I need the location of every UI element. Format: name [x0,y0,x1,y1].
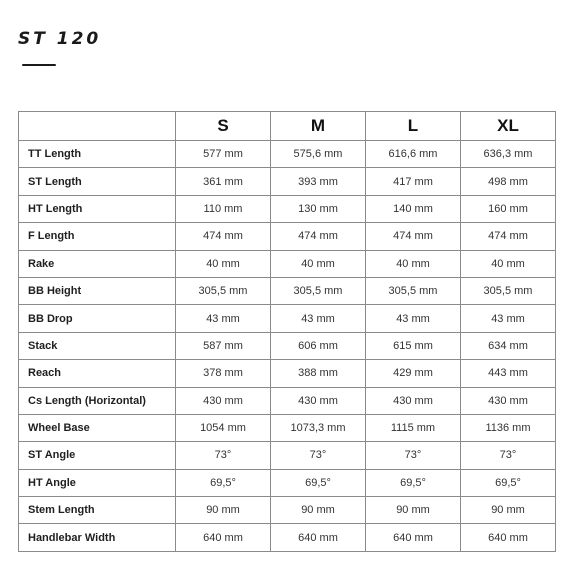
cell-size-l: 40 mm [366,250,461,277]
row-label: HT Length [19,195,176,222]
row-label: Cs Length (Horizontal) [19,387,176,414]
cell-size-l: 474 mm [366,223,461,250]
table-row [19,195,556,222]
cell-size-xl: 498 mm [461,168,556,195]
cell-size-xl: 443 mm [461,360,556,387]
table-row [19,168,556,195]
table-body [19,141,556,552]
cell-size-xl: 634 mm [461,332,556,359]
cell-size-s: 361 mm [176,168,271,195]
cell-size-m: 606 mm [271,332,366,359]
table-row [19,223,556,250]
cell-size-s: 90 mm [176,497,271,524]
cell-size-l: 417 mm [366,168,461,195]
cell-size-s: 73° [176,442,271,469]
cell-size-s: 69,5° [176,469,271,496]
cell-size-m: 305,5 mm [271,277,366,304]
cell-size-m: 90 mm [271,497,366,524]
cell-size-xl: 430 mm [461,387,556,414]
cell-size-l: 616,6 mm [366,141,461,168]
cell-size-xl: 474 mm [461,223,556,250]
row-label: HT Angle [19,469,176,496]
cell-size-s: 305,5 mm [176,277,271,304]
row-label: Handlebar Width [19,524,176,551]
cell-size-xl: 160 mm [461,195,556,222]
page-title: ST 120 [18,29,102,49]
cell-size-m: 393 mm [271,168,366,195]
cell-size-xl: 1136 mm [461,414,556,441]
table-row [19,360,556,387]
table-row [19,497,556,524]
row-label: Reach [19,360,176,387]
cell-size-l: 615 mm [366,332,461,359]
cell-size-m: 388 mm [271,360,366,387]
table-row [19,469,556,496]
cell-size-l: 429 mm [366,360,461,387]
cell-size-xl: 305,5 mm [461,277,556,304]
header-size-l: L [366,112,461,141]
header-size-xl: XL [461,112,556,141]
table-row [19,442,556,469]
cell-size-xl: 69,5° [461,469,556,496]
table-row [19,250,556,277]
cell-size-xl: 636,3 mm [461,141,556,168]
row-label: Stack [19,332,176,359]
cell-size-xl: 40 mm [461,250,556,277]
row-label: BB Drop [19,305,176,332]
cell-size-l: 305,5 mm [366,277,461,304]
cell-size-xl: 73° [461,442,556,469]
row-label: Wheel Base [19,414,176,441]
cell-size-m: 575,6 mm [271,141,366,168]
table-row [19,414,556,441]
cell-size-s: 474 mm [176,223,271,250]
cell-size-m: 69,5° [271,469,366,496]
cell-size-m: 130 mm [271,195,366,222]
row-label: Stem Length [19,497,176,524]
cell-size-l: 1115 mm [366,414,461,441]
cell-size-m: 40 mm [271,250,366,277]
table-row [19,387,556,414]
cell-size-s: 40 mm [176,250,271,277]
cell-size-xl: 640 mm [461,524,556,551]
cell-size-m: 640 mm [271,524,366,551]
header-size-s: S [176,112,271,141]
table-row [19,141,556,168]
cell-size-l: 430 mm [366,387,461,414]
cell-size-s: 1054 mm [176,414,271,441]
cell-size-xl: 90 mm [461,497,556,524]
row-label: BB Height [19,277,176,304]
cell-size-m: 430 mm [271,387,366,414]
table-row [19,524,556,551]
cell-size-s: 587 mm [176,332,271,359]
cell-size-l: 43 mm [366,305,461,332]
cell-size-m: 73° [271,442,366,469]
cell-size-s: 577 mm [176,141,271,168]
cell-size-l: 69,5° [366,469,461,496]
cell-size-l: 140 mm [366,195,461,222]
table-row [19,305,556,332]
header-corner [19,112,176,141]
cell-size-l: 90 mm [366,497,461,524]
cell-size-s: 378 mm [176,360,271,387]
header-size-m: M [271,112,366,141]
cell-size-s: 640 mm [176,524,271,551]
cell-size-xl: 43 mm [461,305,556,332]
cell-size-l: 73° [366,442,461,469]
cell-size-s: 430 mm [176,387,271,414]
cell-size-l: 640 mm [366,524,461,551]
geometry-table [18,111,556,552]
row-label: TT Length [19,141,176,168]
table-row [19,277,556,304]
cell-size-s: 43 mm [176,305,271,332]
table-row [19,332,556,359]
row-label: ST Angle [19,442,176,469]
row-label: ST Length [19,168,176,195]
title-underline [22,64,56,66]
row-label: F Length [19,223,176,250]
table-header-row [19,112,556,141]
cell-size-m: 1073,3 mm [271,414,366,441]
cell-size-m: 43 mm [271,305,366,332]
cell-size-m: 474 mm [271,223,366,250]
cell-size-s: 110 mm [176,195,271,222]
row-label: Rake [19,250,176,277]
